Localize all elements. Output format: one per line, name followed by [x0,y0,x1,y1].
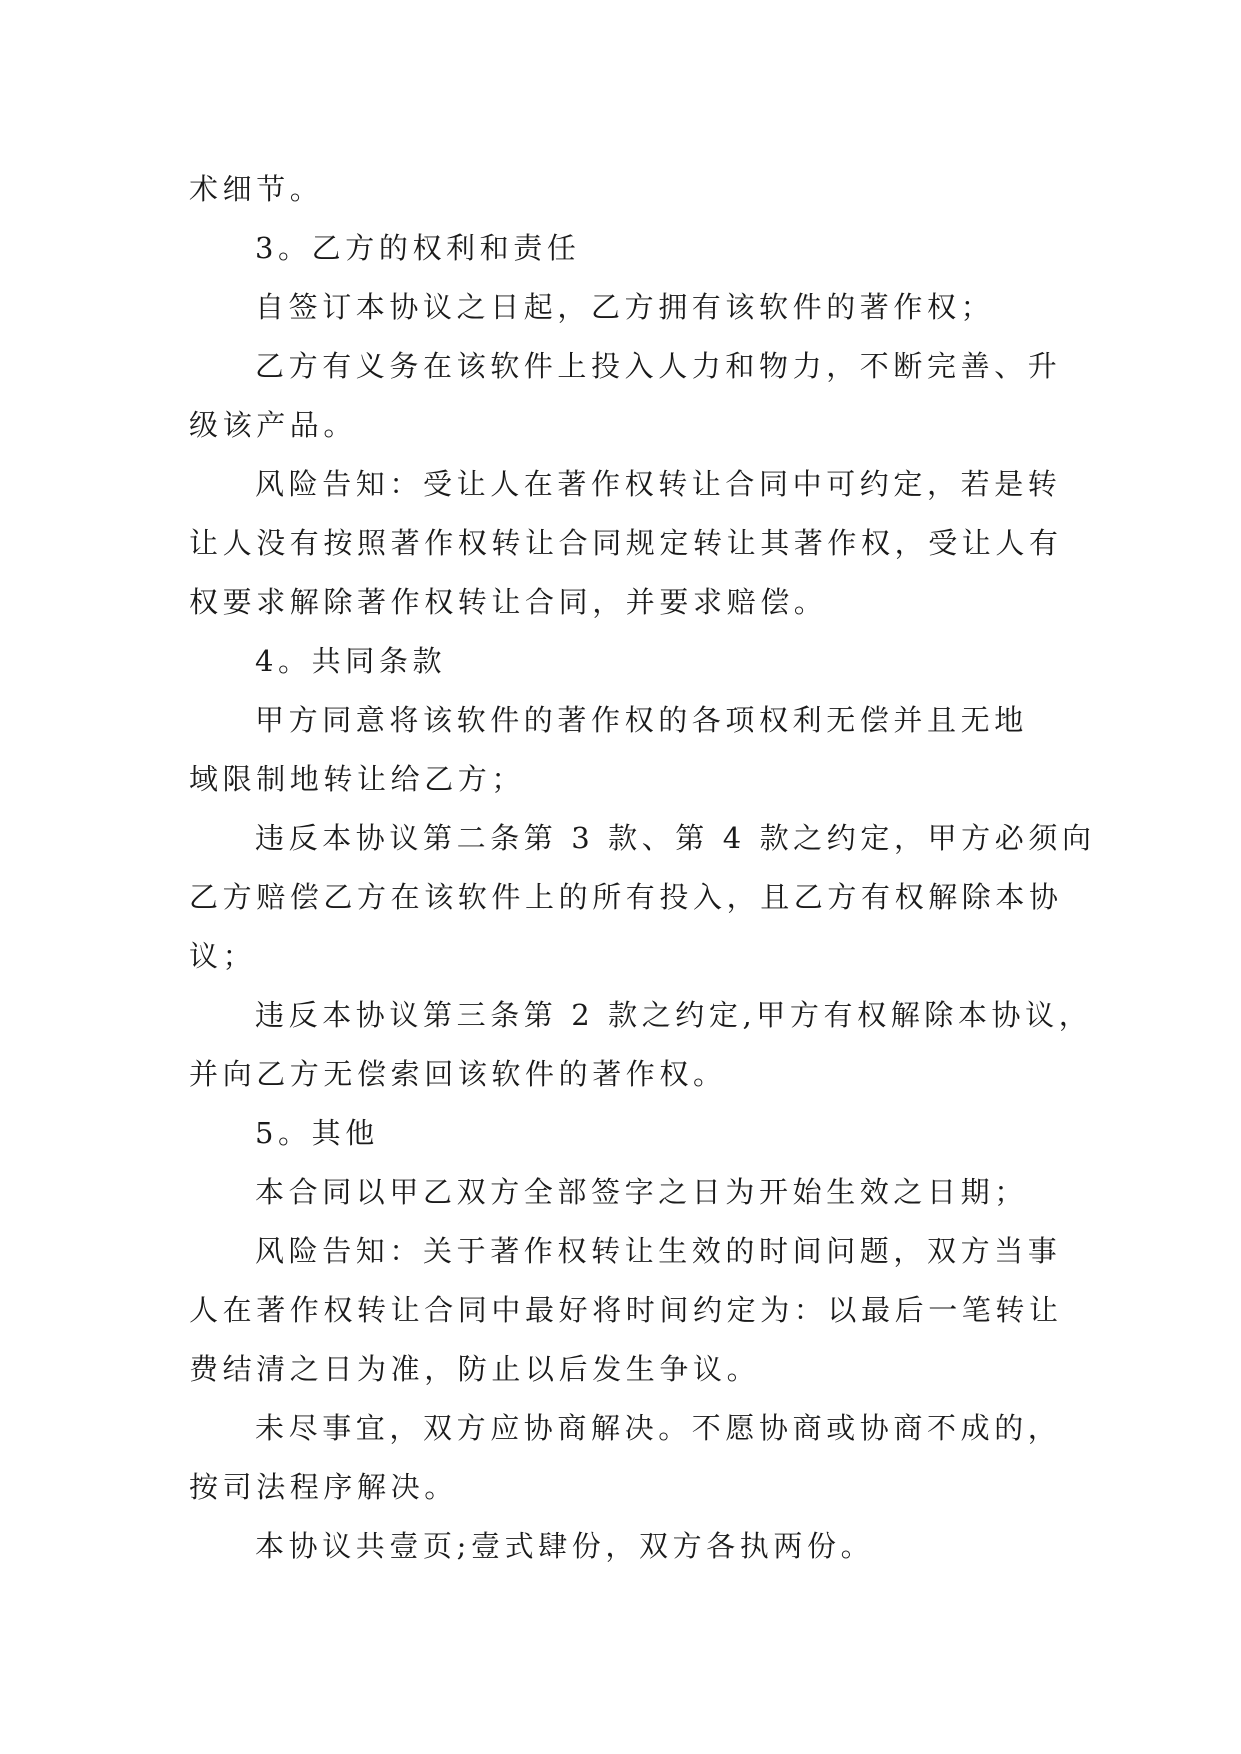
text-line: 权要求解除著作权转让合同，并要求赔偿。 [189,585,828,619]
section-heading: 5。其他 [255,1116,379,1150]
text-line: 风险告知：受让人在著作权转让合同中可约定，若是转 [255,467,1062,501]
text-line: 并向乙方无偿索回该软件的著作权。 [189,1057,727,1091]
text-line: 级该产品。 [189,408,358,442]
section-heading: 4。共同条款 [255,644,447,678]
text-line: 本合同以甲乙双方全部签字之日为开始生效之日期； [255,1175,1028,1209]
text-line: 违反本协议第三条第 2 款之约定,甲方有权解除本协议， [255,998,1093,1032]
text-line: 按司法程序解决。 [189,1470,458,1504]
text-line: 本协议共壹页;壹式肆份，双方各执两份。 [255,1529,875,1563]
text-line: 乙方有义务在该软件上投入人力和物力，不断完善、升 [255,349,1062,383]
section-heading: 3。乙方的权利和责任 [255,231,581,265]
text-line: 自签订本协议之日起，乙方拥有该软件的著作权； [255,290,995,324]
text-line: 未尽事宜，双方应协商解决。不愿协商或协商不成的， [255,1411,1062,1445]
text-line: 域限制地转让给乙方； [189,762,526,796]
text-line: 术细节。 [189,172,324,206]
text-line: 人在著作权转让合同中最好将时间约定为：以最后一笔转让 [189,1293,1063,1327]
document-body [189,160,1096,1576]
text-line: 风险告知：关于著作权转让生效的时间问题，双方当事 [255,1234,1062,1268]
text-line: 乙方赔偿乙方在该软件上的所有投入，且乙方有权解除本协 [189,880,1063,914]
text-line: 甲方同意将该软件的著作权的各项权利无偿并且无地 [255,703,1028,737]
text-line: 议； [189,939,257,973]
text-line: 让人没有按照著作权转让合同规定转让其著作权，受让人有 [189,526,1063,560]
text-line: 违反本协议第二条第 3 款、第 4 款之约定，甲方必须向 [255,821,1096,855]
text-line: 费结清之日为准，防止以后发生争议。 [189,1352,761,1386]
